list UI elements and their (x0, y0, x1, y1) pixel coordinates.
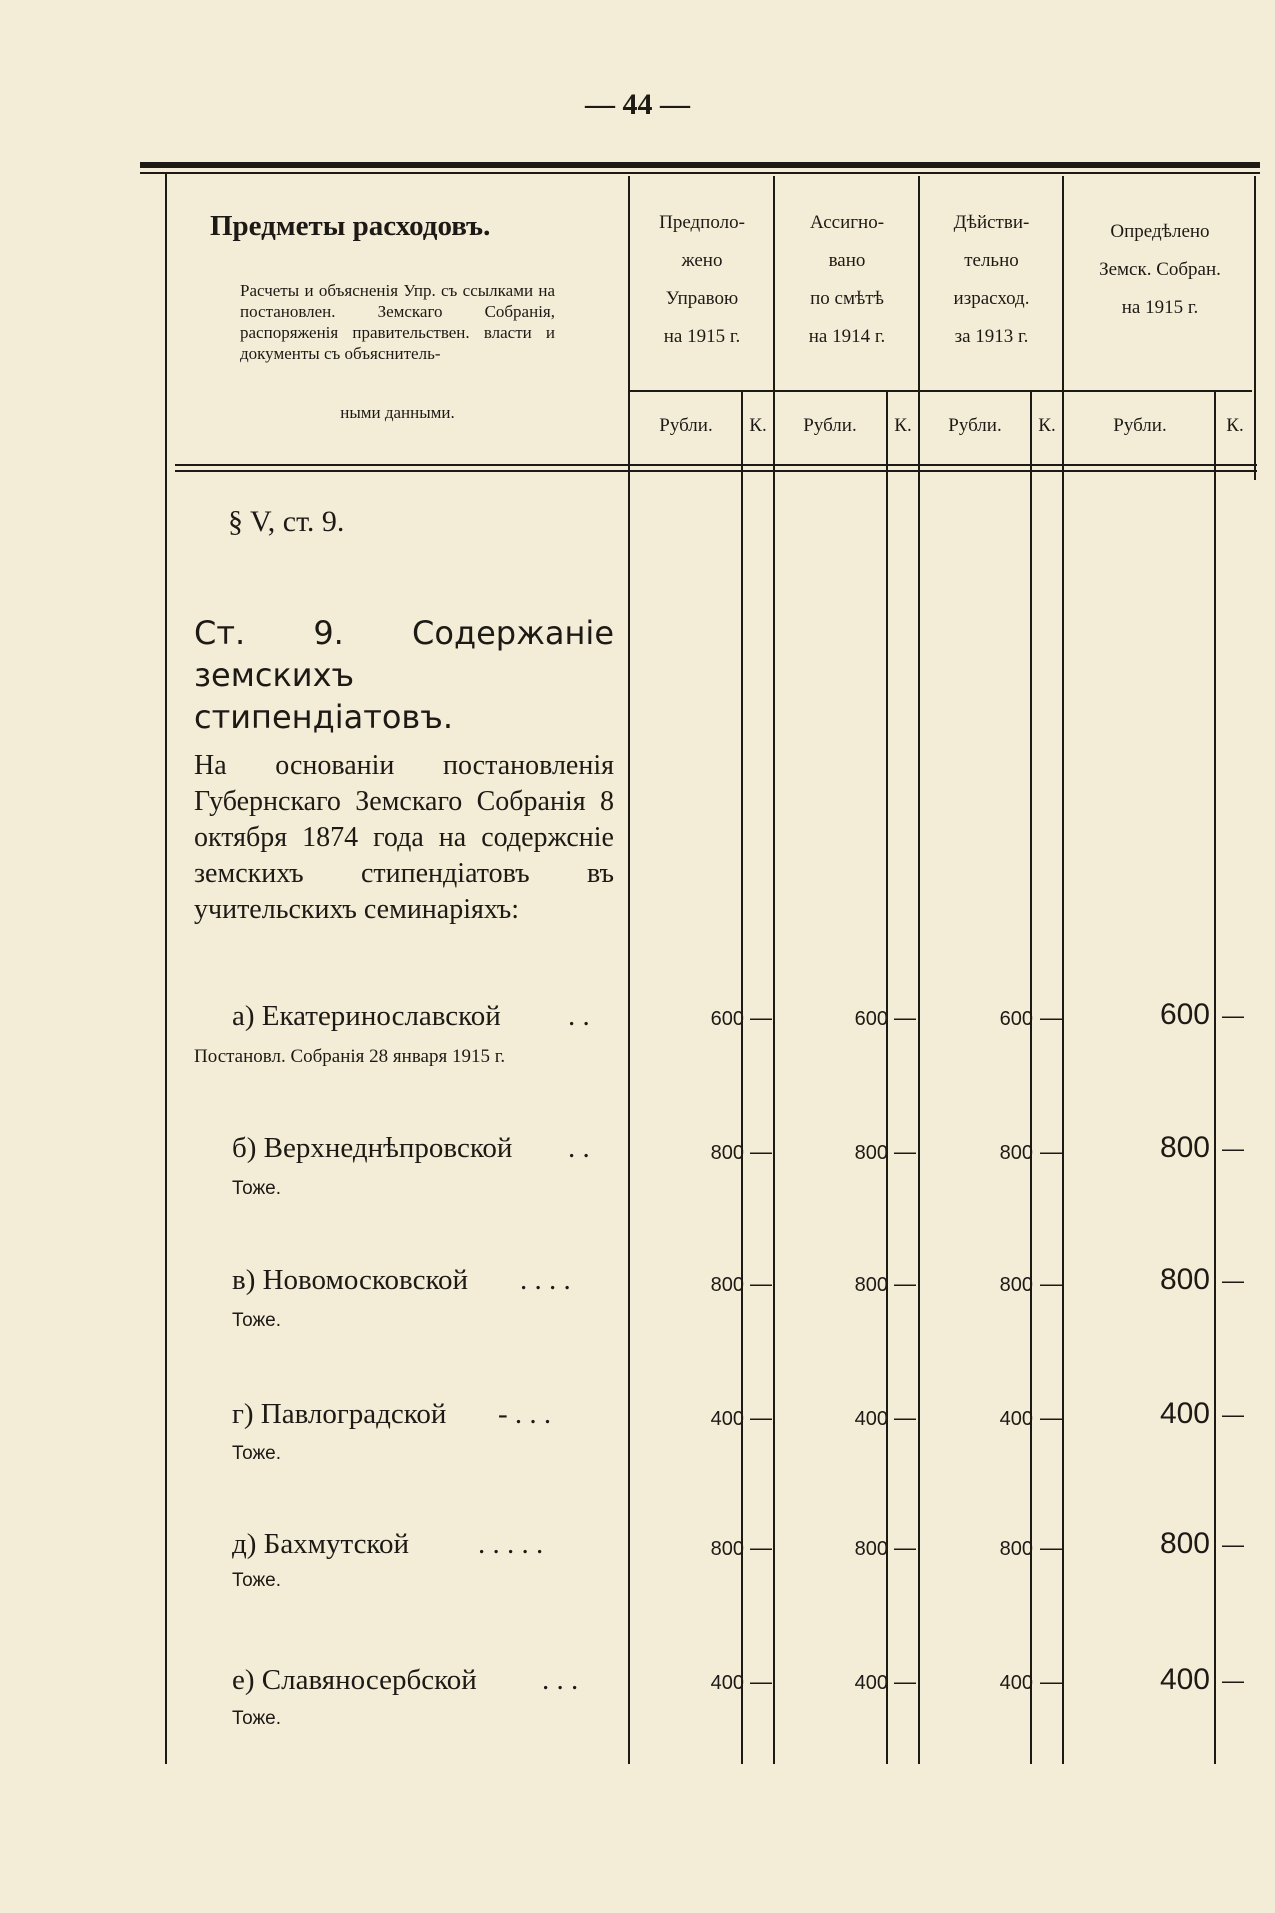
item-name: д) Бахмутской (232, 1528, 410, 1560)
page-number: — 44 — (585, 88, 690, 121)
item-value-assigned: 800 (854, 1142, 888, 1164)
item-leader: . . (568, 1132, 590, 1164)
item-leader: . . . . (520, 1264, 571, 1296)
item-value-spent: 600 (999, 1008, 1033, 1030)
item-kop-approved: — (1222, 1532, 1244, 1557)
unit-rub-2: Рубли. (803, 415, 857, 436)
item-kop-spent: — (1040, 1005, 1062, 1030)
item-value-proposed: 800 (710, 1538, 744, 1560)
item-kop-spent: — (1040, 1405, 1062, 1430)
item-kop-approved: — (1222, 1402, 1244, 1427)
top-rule-thin (140, 172, 1260, 174)
item-kop-proposed: — (750, 1139, 772, 1164)
header-title: Предметы расходовъ. (210, 210, 491, 242)
paragraph: На основаніи постановленія Губернскаго Земскаго Собранія 8 октября 1874 года на содержсніе земскихъ стипендіатовъ въ учительскихъ семинаріяхъ: (194, 750, 614, 925)
item-kop-proposed: — (750, 1271, 772, 1296)
item-note: Постановл. Собранія 28 января 1915 г. (194, 1046, 506, 1067)
item-note: Тоже. (232, 1708, 282, 1729)
item-value-approved: 400 (1159, 1397, 1210, 1430)
table-left-border (165, 174, 167, 1764)
section-heading: § V, ст. 9. (228, 505, 345, 538)
column-header-2: Ассигно- вано по смѣтѣ на 1914 г. (808, 212, 886, 347)
header-rule-2 (175, 470, 1257, 472)
item-kop-assigned: — (894, 1005, 916, 1030)
item-kop-proposed: — (750, 1669, 772, 1694)
unit-rub-3: Рубли. (948, 415, 1002, 436)
item-kop-assigned: — (894, 1271, 916, 1296)
item-value-proposed: 800 (710, 1142, 744, 1164)
unit-kop-2: К. (894, 415, 912, 436)
unit-kop-1: К. (749, 415, 767, 436)
col-sep-4 (1062, 176, 1064, 1764)
header-description-last: ными данными. (340, 403, 455, 422)
item-value-approved: 800 (1159, 1527, 1210, 1560)
col-sep-2 (773, 176, 775, 1764)
item-kop-approved: — (1222, 1668, 1244, 1693)
item-value-assigned: 400 (854, 1672, 888, 1694)
item-kop-spent: — (1040, 1535, 1062, 1560)
item-value-spent: 400 (999, 1408, 1033, 1430)
item-leader: . . . . . (478, 1528, 544, 1560)
item-kop-assigned: — (894, 1405, 916, 1430)
item-kop-proposed: — (750, 1405, 772, 1430)
item-kop-proposed: — (750, 1535, 772, 1560)
item-kop-spent: — (1040, 1139, 1062, 1164)
item-leader: . . (568, 1000, 590, 1032)
item-name: б) Верхнеднѣпровской (232, 1132, 513, 1164)
item-kop-spent: — (1040, 1271, 1062, 1296)
item-note: Тоже. (232, 1178, 282, 1199)
column-header-1: Предполо- жено Управою на 1915 г. (659, 212, 745, 347)
unit-rub-1: Рубли. (659, 415, 713, 436)
item-value-proposed: 600 (710, 1008, 744, 1030)
item-value-proposed: 400 (710, 1408, 744, 1430)
item-leader: . . . (542, 1664, 579, 1696)
header-description: Расчеты и объясненія Упр. съ ссылками на постановлен. Земскаго Собранія, распоряженія правительствен. власти и документы съ объяснитель- (240, 281, 555, 363)
item-value-assigned: 400 (854, 1408, 888, 1430)
item-kop-approved: — (1222, 1003, 1244, 1028)
item-name: в) Новомосковской (232, 1264, 469, 1296)
item-name: е) Славяносербской (232, 1664, 477, 1696)
item-value-approved: 600 (1159, 998, 1210, 1031)
item-note: Тоже. (232, 1570, 282, 1591)
col-sep-3 (918, 176, 920, 1764)
item-kop-proposed: — (750, 1005, 772, 1030)
unit-rub-4: Рубли. (1113, 415, 1167, 436)
item-value-spent: 800 (999, 1538, 1033, 1560)
item-value-approved: 800 (1159, 1263, 1210, 1296)
item-kop-assigned: — (894, 1535, 916, 1560)
item-note: Тоже. (232, 1310, 282, 1331)
item-value-spent: 800 (999, 1142, 1033, 1164)
item-kop-assigned: — (894, 1139, 916, 1164)
item-value-approved: 400 (1159, 1663, 1210, 1696)
item-kop-assigned: — (894, 1669, 916, 1694)
item-value-assigned: 800 (854, 1538, 888, 1560)
item-kop-approved: — (1222, 1268, 1244, 1293)
item-name: а) Екатеринославской (232, 1000, 501, 1032)
item-value-approved: 800 (1159, 1131, 1210, 1164)
unit-kop-4: К. (1226, 415, 1244, 436)
item-kop-approved: — (1222, 1136, 1244, 1161)
item-value-assigned: 600 (854, 1008, 888, 1030)
header-rule (175, 464, 1257, 466)
item-value-assigned: 800 (854, 1274, 888, 1296)
column-header-4: Опредѣлено Земск. Собран. на 1915 г. (1099, 221, 1221, 318)
column-header-3: Дѣйстви- тельно израсход. за 1913 г. (953, 212, 1030, 347)
item-note: Тоже. (232, 1443, 282, 1464)
item-value-proposed: 800 (710, 1274, 744, 1296)
item-name: г) Павлоградской (232, 1398, 447, 1430)
unit-kop-3: К. (1038, 415, 1056, 436)
units-rule (628, 390, 1252, 392)
item-kop-spent: — (1040, 1669, 1062, 1694)
item-leader: - . . . (498, 1398, 552, 1430)
article-heading: Ст. 9. Содержаніе земскихъ стипендіатовъ. (194, 614, 614, 736)
item-value-spent: 400 (999, 1672, 1033, 1694)
kop-sep-4 (1214, 390, 1216, 1764)
item-value-spent: 800 (999, 1274, 1033, 1296)
col-right (1254, 390, 1256, 480)
col-sep-1 (628, 176, 630, 1764)
top-rule (140, 162, 1260, 168)
item-value-proposed: 400 (710, 1672, 744, 1694)
